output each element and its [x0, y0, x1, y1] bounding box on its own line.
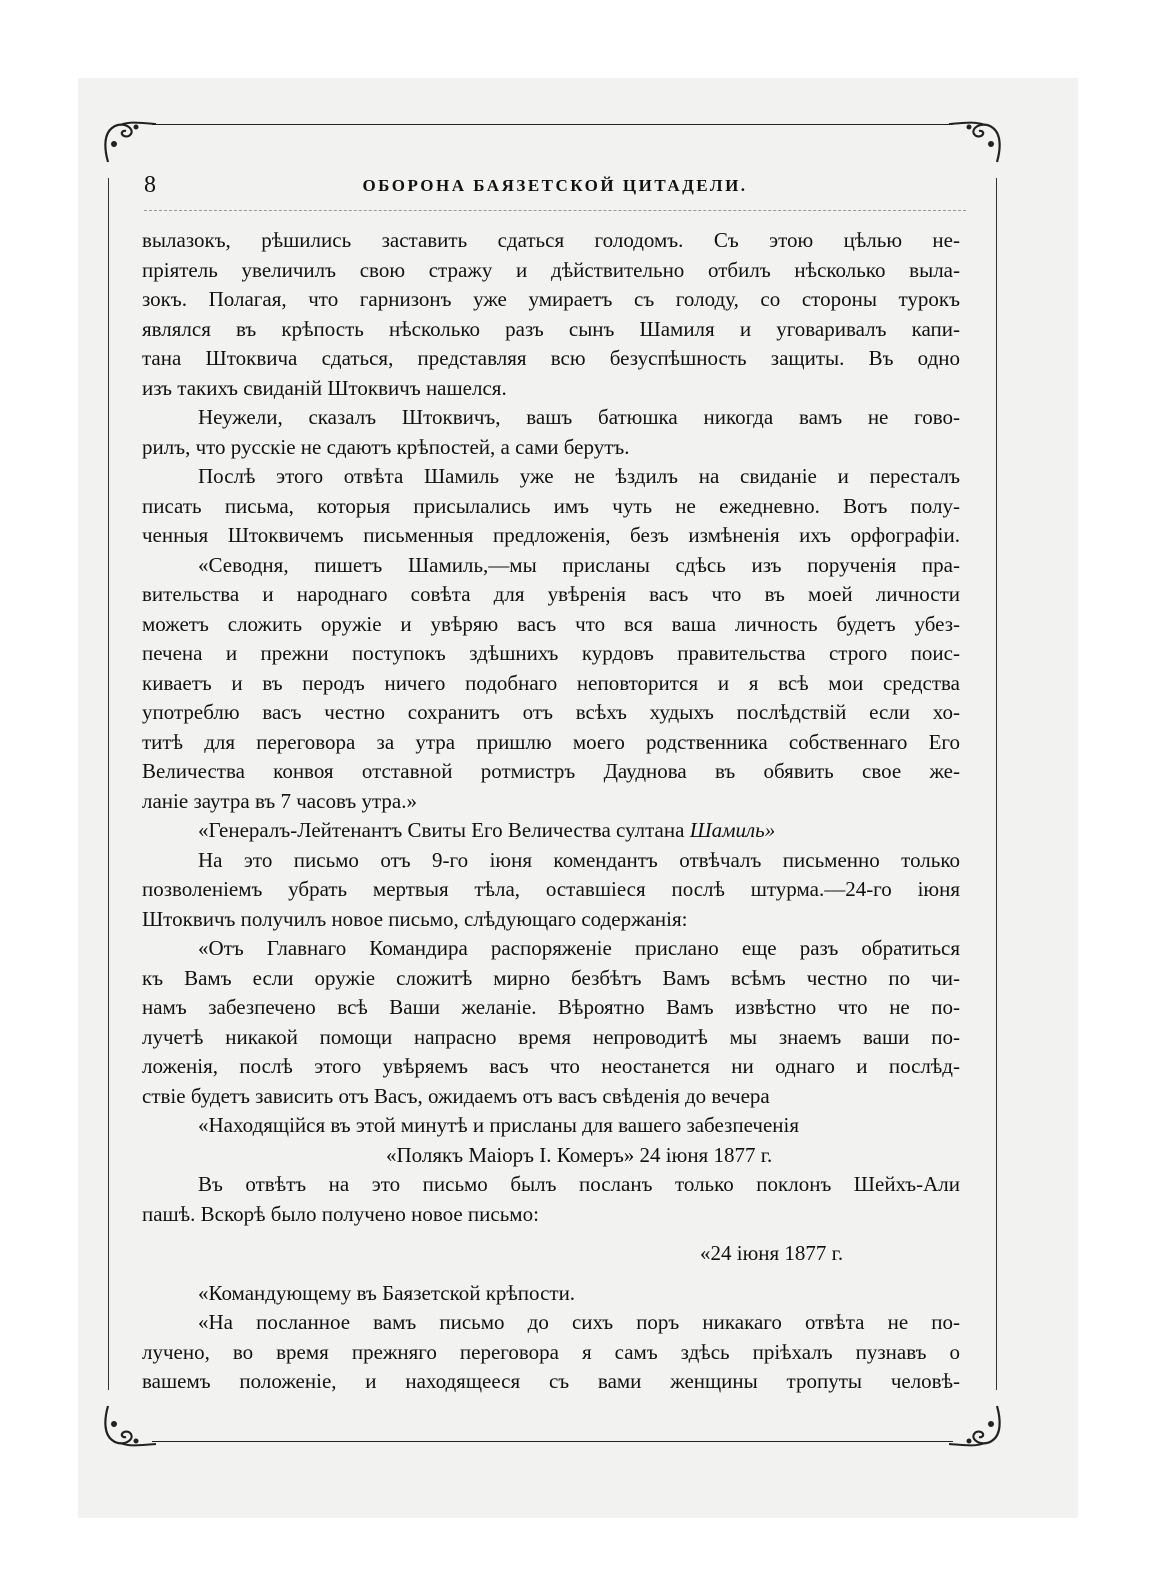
- letter-date: «24 іюня 1877 г.: [700, 1241, 844, 1265]
- signature-line: [142, 816, 960, 846]
- text-line: «Находящійся въ этой минутѣ и присланы для вашего забезпеченія: [198, 1113, 799, 1137]
- text-line: писать письма, которыя присылались имъ чуть не ежедневно. Вотъ полу-: [142, 493, 960, 518]
- signature-name: Шамиль»: [689, 818, 776, 842]
- text-line: вительства и народнаго совѣта для увѣренія васъ что въ моей личности: [142, 582, 960, 606]
- text-line: можетъ сложить оружіе и увѣряю васъ что вся ваша личность будетъ убез-: [142, 611, 960, 636]
- text-line: титѣ для переговора за утра пришлю моего родственника собственнаго Его: [142, 729, 960, 754]
- text-line: къ Вамъ если оружіе сложитѣ мирно безбѣтъ Вамъ всѣмъ честно по чи-: [142, 965, 960, 990]
- text-line: Неужели, сказалъ Штоквичъ, вашъ батюшка никогда вамъ не гово-: [198, 405, 960, 429]
- text-line: ложенія, послѣ этого увѣряемъ васъ что неостанется ни однаго и послѣд-: [142, 1054, 960, 1078]
- header-rule: [144, 210, 966, 211]
- text-line: вылазокъ, рѣшились заставить сдаться голодомъ. Съ этою цѣлью не-: [142, 228, 960, 252]
- signature-title: «Генералъ-Лейтенантъ Свиты Его Величества султана: [198, 818, 685, 842]
- text-line: На это письмо отъ 9-го іюня комендантъ отвѣчалъ письменно только: [198, 847, 960, 872]
- frame-left-rule: [108, 178, 109, 1390]
- text-line: печена и прежни поступокъ здѣшнихъ курдовъ правительства строго поис-: [142, 641, 960, 665]
- letter-addressee: «Командующему въ Баязетской крѣпости.: [198, 1280, 576, 1305]
- text-line: лучетѣ никакой помощи напрасно время непроводитѣ мы знаемъ ваши по-: [142, 1024, 960, 1049]
- text-line: намъ забезпечено всѣ Ваши желаніе. Вѣроятно Вамъ извѣстно что не по-: [142, 995, 960, 1019]
- text-line: являлся въ крѣпость нѣсколько разъ сынъ Шамиля и уговаривалъ капи-: [142, 316, 960, 341]
- frame-right-rule: [996, 178, 997, 1390]
- corner-ornament-icon: [945, 118, 1005, 168]
- running-title: ОБОРОНА БАЯЗЕТСКОЙ ЦИТАДЕЛИ.: [362, 176, 748, 195]
- text-line: употреблю васъ честно сохранитъ отъ всѣхъ худыхъ послѣдствій если хо-: [142, 700, 960, 724]
- text-line: пріятель увеличилъ свою стражу и дѣйствительно отбилъ нѣсколько выла-: [142, 257, 960, 282]
- frame-bottom-rule: [152, 1441, 953, 1442]
- text-line: «Полякъ Маіоръ І. Комеръ» 24 іюня 1877 г.: [386, 1142, 773, 1167]
- page-header: [144, 172, 966, 202]
- body-text: [142, 226, 960, 1397]
- text-line: «Отъ Главнаго Командира распоряженіе прислано еще разъ обратиться: [198, 936, 960, 960]
- text-line: Штоквичъ получилъ новое письмо, слѣдующаго содержанія:: [142, 906, 688, 931]
- text-line: вашемъ положеніе, и находящееся съ вами женщины тропуты человѣ-: [142, 1369, 960, 1393]
- text-line: пашѣ. Вскорѣ было получено новое письмо:: [142, 1201, 539, 1226]
- text-line: ствіе будетъ зависить отъ Васъ, ожидаемъ отъ васъ свѣденія до вечера: [142, 1083, 770, 1108]
- text-line: изъ такихъ свиданій Штоквичъ нашелся.: [142, 375, 507, 400]
- text-line: лучено, во время прежняго переговора я самъ здѣсь пріѣхалъ пузнавъ о: [142, 1339, 960, 1364]
- text-line: зокъ. Полагая, что гарнизонъ уже умираетъ съ голоду, со стороны турокъ: [142, 287, 960, 311]
- frame-top-rule: [152, 124, 953, 125]
- text-line: ченныя Штоквичемъ письменныя предложенія, безъ измѣненія ихъ орфографіи.: [142, 523, 960, 547]
- text-line: Въ отвѣтъ на это письмо былъ посланъ только поклонъ Шейхъ-Али: [198, 1172, 960, 1196]
- text-line: «На посланное вамъ письмо до сихъ поръ никакаго отвѣта не по-: [198, 1310, 960, 1334]
- text-line: ланіе заутра въ 7 часовъ утра.»: [142, 788, 417, 813]
- text-line: позволеніемъ убрать мертвыя тѣла, оставшіеся послѣ штурма.—24-го іюня: [142, 877, 960, 901]
- text-line: «Севодня, пишетъ Шамиль,—мы присланы сдѣсь изъ порученія пра-: [198, 552, 960, 577]
- page-number: 8: [144, 172, 156, 198]
- corner-ornament-icon: [100, 1400, 160, 1450]
- text-line: рилъ, что русскіе не сдаютъ крѣпостей, а сами берутъ.: [142, 434, 630, 459]
- text-line: тана Штоквича сдаться, представляя всю безуспѣшность защиты. Въ одно: [142, 346, 960, 370]
- corner-ornament-icon: [100, 118, 160, 168]
- text-line: Величества конвоя отставной ротмистръ Дауднова въ обявить свое же-: [142, 759, 960, 783]
- text-line: Послѣ этого отвѣта Шамиль уже не ѣздилъ на свиданіе и пересталъ: [198, 464, 960, 488]
- text-line: киваетъ и въ перодъ ничего подобнаго неповторится и я всѣ мои средства: [142, 670, 960, 695]
- corner-ornament-icon: [945, 1400, 1005, 1450]
